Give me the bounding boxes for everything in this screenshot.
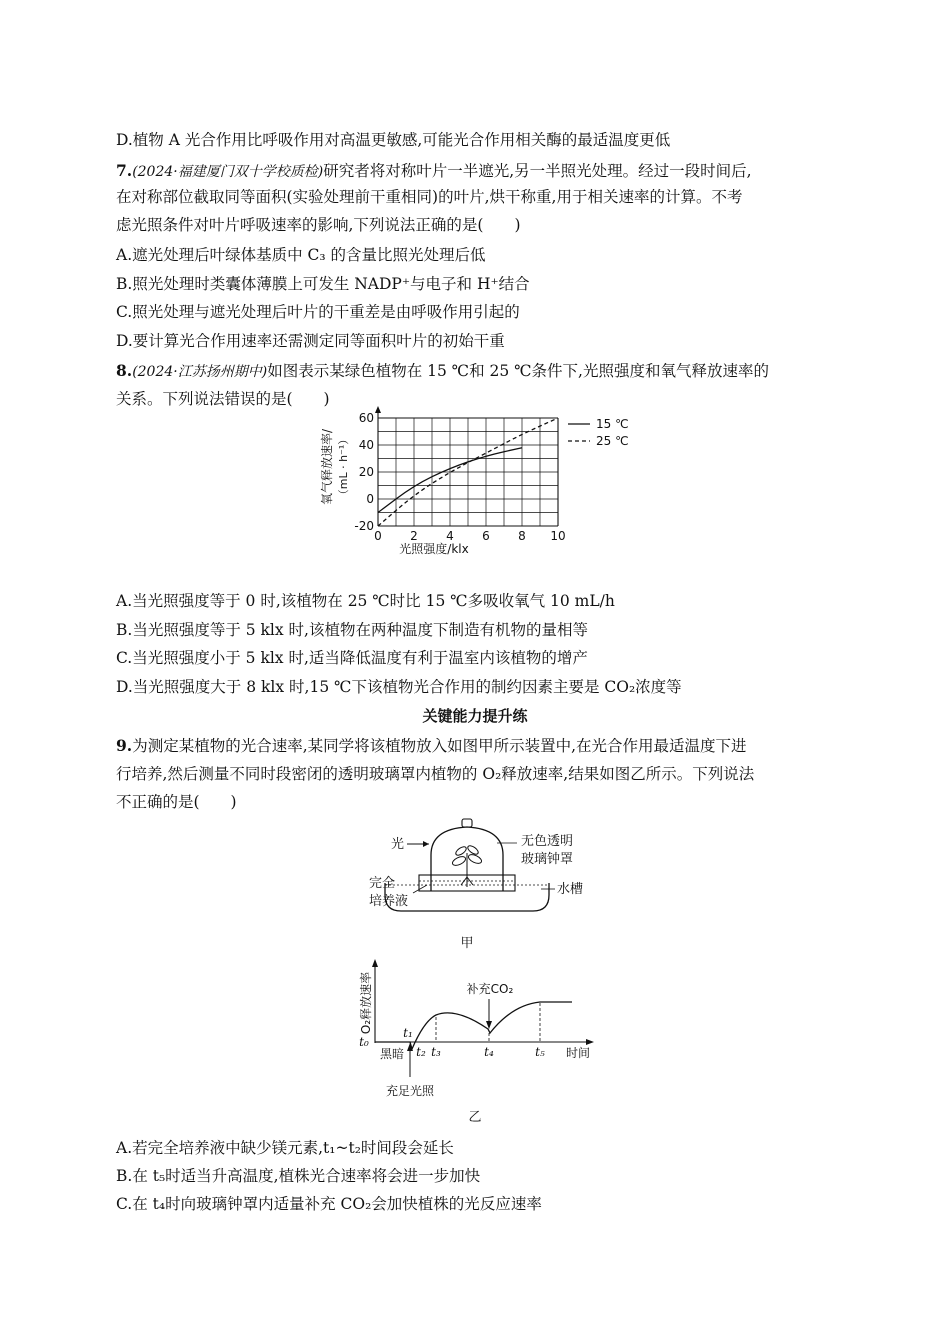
q8-number: 8. [116,361,133,380]
label-t3: t₃ [431,1045,441,1059]
x-tick-label: 2 [410,529,418,543]
q9-option-c: C.在 t₄时向玻璃钟罩内适量补充 CO₂会加快植株的光反应速率 [116,1195,542,1213]
label-t5: t₅ [535,1045,545,1059]
plant-icon [451,844,483,887]
q9-stem-line2: 行培养,然后测量不同时段密闭的透明玻璃罩内植物的 O₂释放速率,结果如图乙所示。下列说法 [116,765,755,783]
q8-option-c: C.当光照强度小于 5 klx 时,适当降低温度有利于温室内该植物的增产 [116,649,588,667]
light-arrow-head [423,841,429,847]
chart-legend [568,417,629,448]
label-light: 光 [391,837,405,852]
q6-option-d: D.植物 A 光合作用比呼吸作用对高温更敏感,可能光合作用相关酶的最适温度更低 [116,131,671,149]
label-t4: t₄ [484,1045,494,1059]
q8-option-b: B.当光照强度等于 5 klx 时,该植物在两种温度下制造有机物的量相等 [116,621,588,639]
legend-label-25c: 25 ℃ [596,434,629,448]
q8-stem-line1 [116,360,769,383]
caption-jia: 甲 [460,936,474,951]
q7-option-a: A.遮光处理后叶绿体基质中 C₃ 的含量比照光处理后低 [116,246,486,264]
q7-option-c: C.照光处理与遮光处理后叶片的干重差是由呼吸作用引起的 [116,303,520,321]
label-dark: 黑暗 [379,1047,405,1061]
y-axis-arrow [375,406,381,413]
chart-y-axis-label-line2: （mL · h⁻¹） [337,433,350,501]
q7-number: 7. [116,161,133,180]
q8-source: (2024·江苏扬州期中) [132,364,268,380]
q8-option-a: A.当光照强度等于 0 时,该植物在 25 ℃时比 15 ℃多吸收氧气 10 mL/h [116,592,615,610]
label-bell-jar-2: 玻璃钟罩 [521,852,574,867]
q9-option-b: B.在 t₅时适当升高温度,植株光合速率将会进一步加快 [116,1167,481,1185]
water-tank [385,883,549,911]
chart-y-axis-label [319,428,350,505]
q9-number: 9. [116,736,133,755]
q7-text1: 研究者将对称叶片一半遮光,另一半照光处理。经过一段时间后, [323,162,752,180]
q7-option-d: D.要计算光合作用速率还需测定同等面积叶片的初始干重 [116,332,505,350]
y-tick-label: 0 [366,492,374,506]
q9-apparatus-figure [355,815,615,955]
x-tick-label: 8 [518,529,526,543]
label-bell-jar-1: 无色透明 [521,834,574,849]
q7-stem-line2: 在对称部位截取同等面积(实验处理前干重相同)的叶片,烘干称重,用于相关速率的计算。不考 [116,188,743,206]
q9-o2-rate-figure [350,955,610,1125]
q7-option-b: B.照光处理时类囊体薄膜上可发生 NADP⁺与电子和 H⁺结合 [116,275,530,293]
label-tank: 水槽 [557,882,584,897]
x-axis-label: 时间 [566,1046,591,1060]
q9-text1: 为测定某植物的光合速率,某同学将该植物放入如图甲所示装置中,在光合作用最适温度下进 [132,737,747,755]
q8-line-chart [300,405,660,565]
label-medium-1: 完全 [369,876,396,891]
section-title: 关键能力提升练 [422,707,528,725]
label-co2: 补充CO₂ [466,982,514,996]
caption-yi: 乙 [468,1110,482,1125]
q8-text1: 如图表示某绿色植物在 15 ℃和 25 ℃条件下,光照强度和氧气释放速率的 [267,362,769,380]
y-tick-label: 60 [358,411,374,425]
bell-jar-knob [462,819,472,827]
q9-option-a: A.若完全培养液中缺少镁元素,t₁~t₂时间段会延长 [116,1139,454,1157]
y-tick-label: 20 [358,465,374,479]
chart-x-axis-label: 光照强度/klx [399,542,469,556]
medium-pointer [413,885,427,893]
q8-stem-line2: 关系。下列说法错误的是( ) [116,390,330,408]
label-t1: t₁ [403,1026,413,1040]
q9-stem-line1 [116,735,747,757]
x-tick-label: 4 [446,529,454,543]
q7-stem-line1 [116,160,752,183]
legend-label-15c: 15 ℃ [596,417,629,431]
q7-source: (2024·福建厦门双十学校质检) [132,164,324,180]
chart-ticks [354,411,565,543]
q7-stem-line3: 虑光照条件对叶片呼吸速率的影响,下列说法正确的是( ) [116,216,521,234]
label-medium-2: 培养液 [369,894,409,909]
label-full-light: 充足光照 [385,1084,435,1098]
y-tick-label: -20 [354,519,374,533]
q8-option-d: D.当光照强度大于 8 klx 时,15 ℃下该植物光合作用的制约因素主要是 CO₂浓度等 [116,678,682,696]
q9-stem-line3: 不正确的是( ) [116,793,237,811]
chart-grid [375,406,558,526]
x-tick-label: 6 [482,529,490,543]
x-axis-arrow [586,1039,594,1045]
x-tick-label: 10 [550,529,566,543]
y-axis-arrow [372,959,378,967]
x-tick-label: 0 [374,529,382,543]
chart-y-axis-label-line1: 氧气释放速率/ [320,428,334,506]
y-tick-label: 40 [358,438,374,452]
label-t0: t₀ [359,1035,369,1049]
y-axis-label: O₂释放速率 [359,971,373,1035]
label-t2: t₂ [416,1045,426,1059]
